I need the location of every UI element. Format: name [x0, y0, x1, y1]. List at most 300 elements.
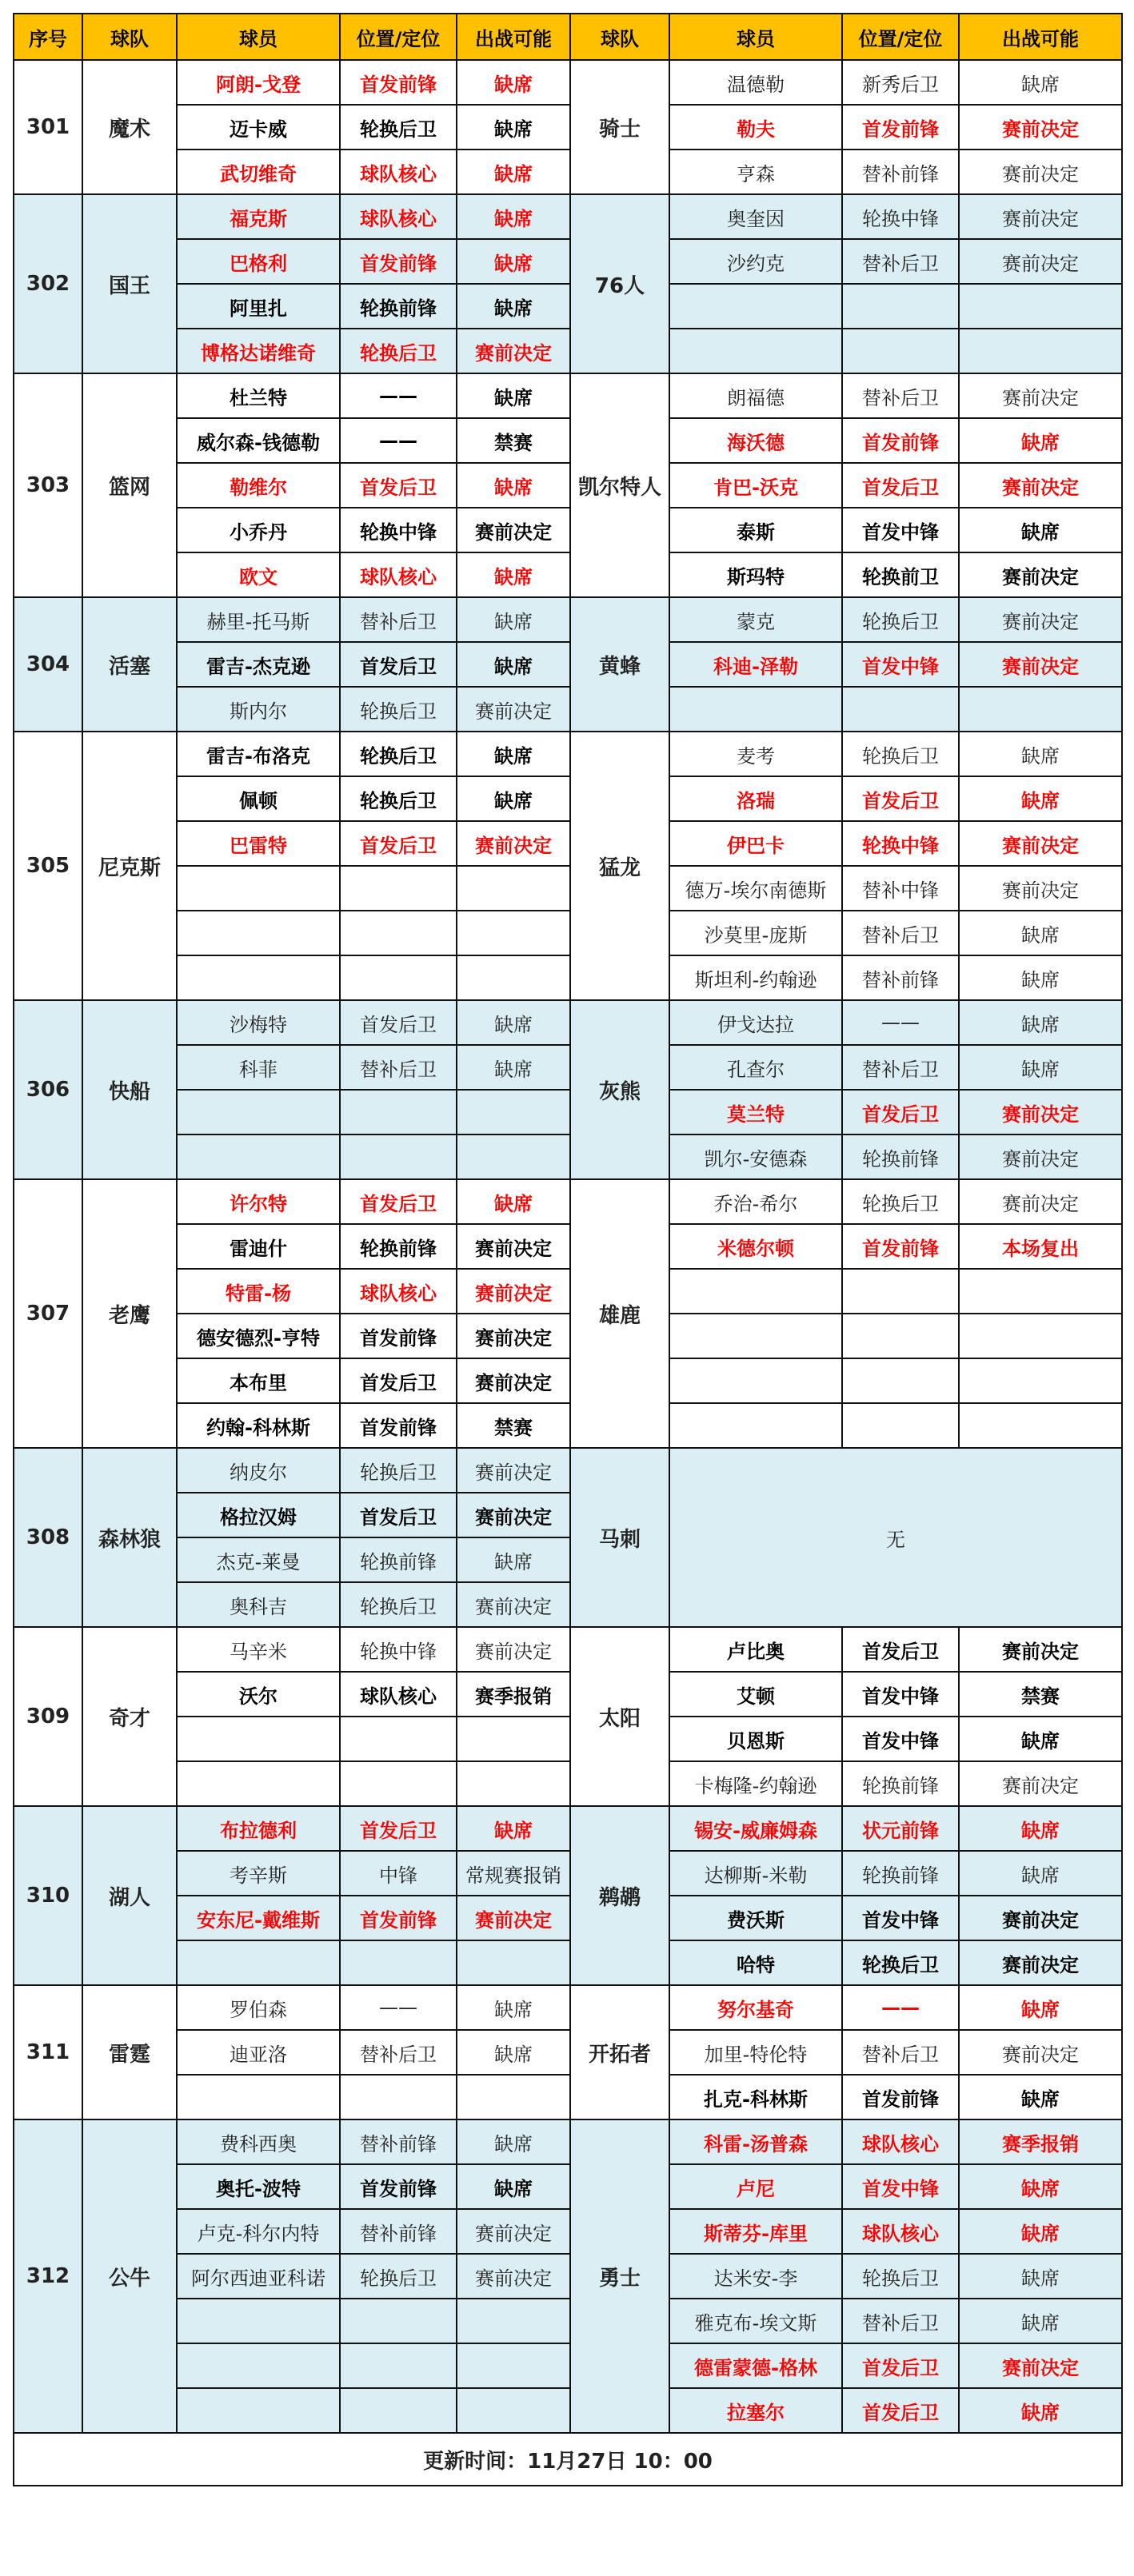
position-left: —— — [340, 1985, 457, 2030]
status-right: 赛前决定 — [959, 239, 1122, 284]
position-left: 轮换后卫 — [340, 329, 457, 373]
header-number: 序号 — [14, 14, 82, 60]
status-right: 缺席 — [959, 418, 1122, 463]
player-name-left: 费科西奥 — [177, 2119, 340, 2164]
team-name-right: 猛龙 — [570, 732, 669, 1000]
update-time: 更新时间：11月27日 10：00 — [14, 2433, 1122, 2486]
player-name-right: 奥奎因 — [669, 194, 842, 239]
player-name-left — [177, 911, 340, 955]
table-row — [14, 597, 1122, 642]
table-row — [14, 239, 1122, 284]
position-left: 球队核心 — [340, 150, 457, 194]
table-row — [14, 2119, 1122, 2164]
position-right — [842, 1358, 959, 1403]
position-left — [340, 1090, 457, 1134]
table-row — [14, 1806, 1122, 1851]
status-left: 赛前决定 — [457, 2209, 570, 2254]
position-left — [340, 911, 457, 955]
position-left: 轮换后卫 — [340, 1582, 457, 1627]
position-right: 替补后卫 — [842, 2299, 959, 2343]
table-row — [14, 1000, 1122, 1045]
team-name-left: 国王 — [82, 194, 177, 373]
team-name-right: 勇士 — [570, 2119, 669, 2433]
table-row — [14, 1851, 1122, 1896]
position-left — [340, 2388, 457, 2433]
position-right: 首发前锋 — [842, 105, 959, 150]
team-name-left: 老鹰 — [82, 1179, 177, 1448]
position-left: 首发后卫 — [340, 1806, 457, 1851]
team-name-left: 篮网 — [82, 373, 177, 597]
player-name-right — [669, 687, 842, 732]
status-right: 赛前决定 — [959, 642, 1122, 687]
player-name-right: 科雷-汤普森 — [669, 2119, 842, 2164]
player-name-left: 巴格利 — [177, 239, 340, 284]
position-left: 替补前锋 — [340, 2209, 457, 2254]
position-left: 首发后卫 — [340, 821, 457, 866]
status-left: 禁赛 — [457, 1403, 570, 1448]
team-name-right: 鹈鹕 — [570, 1806, 669, 1985]
header-team-left: 球队 — [82, 14, 177, 60]
status-left: 缺席 — [457, 239, 570, 284]
position-right: 轮换前锋 — [842, 1851, 959, 1896]
position-right: 首发中锋 — [842, 1717, 959, 1761]
player-name-left: 沃尔 — [177, 1672, 340, 1717]
header-row — [14, 14, 1122, 60]
row-number: 305 — [14, 732, 82, 1000]
position-right: 替补后卫 — [842, 373, 959, 418]
player-name-left: 约翰-科林斯 — [177, 1403, 340, 1448]
position-left: 首发后卫 — [340, 1358, 457, 1403]
status-right: 赛前决定 — [959, 866, 1122, 911]
table-row — [14, 732, 1122, 776]
player-name-left: 武切维奇 — [177, 150, 340, 194]
position-left: 替补后卫 — [340, 1045, 457, 1090]
status-right: 禁赛 — [959, 1672, 1122, 1717]
row-number: 308 — [14, 1448, 82, 1627]
player-name-left: 福克斯 — [177, 194, 340, 239]
row-number: 301 — [14, 60, 82, 194]
position-right: 替补后卫 — [842, 911, 959, 955]
player-name-left — [177, 2343, 340, 2388]
position-right: 首发后卫 — [842, 776, 959, 821]
team-name-left: 魔术 — [82, 60, 177, 194]
status-left: 赛季报销 — [457, 1672, 570, 1717]
player-name-right: 伊巴卡 — [669, 821, 842, 866]
player-name-right: 达米安-李 — [669, 2254, 842, 2299]
row-number: 302 — [14, 194, 82, 373]
status-left: 赛前决定 — [457, 1582, 570, 1627]
position-left: 轮换后卫 — [340, 2254, 457, 2299]
status-right: 缺席 — [959, 1717, 1122, 1761]
position-right: 首发后卫 — [842, 463, 959, 508]
status-left: 赛前决定 — [457, 1627, 570, 1672]
position-right: —— — [842, 1985, 959, 2030]
injury-report-sheet — [13, 13, 1123, 2486]
table-row — [14, 1134, 1122, 1179]
position-right — [842, 284, 959, 329]
position-right: 球队核心 — [842, 2119, 959, 2164]
team-name-left: 尼克斯 — [82, 732, 177, 1000]
player-name-left: 杰克-莱曼 — [177, 1537, 340, 1582]
position-left: 球队核心 — [340, 1672, 457, 1717]
player-name-left: 纳皮尔 — [177, 1448, 340, 1493]
status-right: 本场复出 — [959, 1224, 1122, 1269]
status-left: 赛前决定 — [457, 1314, 570, 1358]
table-row — [14, 955, 1122, 1000]
player-name-right: 麦考 — [669, 732, 842, 776]
status-right: 赛前决定 — [959, 552, 1122, 597]
position-left: 轮换前锋 — [340, 1224, 457, 1269]
player-name-right: 费沃斯 — [669, 1896, 842, 1940]
status-left: 赛前决定 — [457, 1896, 570, 1940]
status-left: 缺席 — [457, 776, 570, 821]
player-name-left — [177, 866, 340, 911]
table-row — [14, 1717, 1122, 1761]
player-name-right: 贝恩斯 — [669, 1717, 842, 1761]
player-name-right: 沙莫里-庞斯 — [669, 911, 842, 955]
table-row — [14, 284, 1122, 329]
position-left — [340, 1940, 457, 1985]
position-left: 替补后卫 — [340, 597, 457, 642]
player-name-right: 乔治-希尔 — [669, 1179, 842, 1224]
status-right — [959, 1314, 1122, 1358]
status-right: 缺席 — [959, 1000, 1122, 1045]
header-player-right: 球员 — [669, 14, 842, 60]
status-left: 缺席 — [457, 284, 570, 329]
position-right: 替补前锋 — [842, 955, 959, 1000]
status-left: 缺席 — [457, 194, 570, 239]
status-right: 缺席 — [959, 2164, 1122, 2209]
player-name-left — [177, 1940, 340, 1985]
status-left: 赛前决定 — [457, 508, 570, 552]
status-right: 赛季报销 — [959, 2119, 1122, 2164]
position-right: 替补前锋 — [842, 150, 959, 194]
player-name-right — [669, 284, 842, 329]
table-row — [14, 776, 1122, 821]
status-right: 缺席 — [959, 1985, 1122, 2030]
player-name-left: 欧文 — [177, 552, 340, 597]
status-right: 赛前决定 — [959, 463, 1122, 508]
player-name-right — [669, 1403, 842, 1448]
position-right: 首发后卫 — [842, 1090, 959, 1134]
position-left: 首发后卫 — [340, 1179, 457, 1224]
position-right: 首发中锋 — [842, 1672, 959, 1717]
status-left: 缺席 — [457, 2119, 570, 2164]
table-row — [14, 1358, 1122, 1403]
status-left: 赛前决定 — [457, 1358, 570, 1403]
position-right: 首发后卫 — [842, 2343, 959, 2388]
status-left: 赛前决定 — [457, 329, 570, 373]
player-name-left — [177, 2075, 340, 2119]
player-name-right: 卡梅隆-约翰逊 — [669, 1761, 842, 1806]
table-row — [14, 1448, 1122, 1493]
player-name-left: 博格达诺维奇 — [177, 329, 340, 373]
table-row — [14, 2343, 1122, 2388]
table-row — [14, 194, 1122, 239]
player-name-left: 迈卡威 — [177, 105, 340, 150]
status-right: 缺席 — [959, 732, 1122, 776]
position-left: 首发前锋 — [340, 239, 457, 284]
status-right: 赛前决定 — [959, 1179, 1122, 1224]
player-name-right: 卢比奥 — [669, 1627, 842, 1672]
status-right: 缺席 — [959, 60, 1122, 105]
team-name-right: 雄鹿 — [570, 1179, 669, 1448]
table-row — [14, 1090, 1122, 1134]
status-right: 赛前决定 — [959, 597, 1122, 642]
table-row — [14, 866, 1122, 911]
position-left: 球队核心 — [340, 1269, 457, 1314]
status-left: 缺席 — [457, 642, 570, 687]
position-right: 球队核心 — [842, 2209, 959, 2254]
position-left: 轮换中锋 — [340, 1627, 457, 1672]
player-name-right: 锡安-威廉姆森 — [669, 1806, 842, 1851]
team-name-right: 灰熊 — [570, 1000, 669, 1179]
player-name-right — [669, 1358, 842, 1403]
table-row — [14, 1896, 1122, 1940]
header-position-right: 位置/定位 — [842, 14, 959, 60]
player-name-right: 温德勒 — [669, 60, 842, 105]
player-name-left: 奥科吉 — [177, 1582, 340, 1627]
row-number: 312 — [14, 2119, 82, 2433]
status-right — [959, 1403, 1122, 1448]
table-row — [14, 1940, 1122, 1985]
table-row — [14, 1314, 1122, 1358]
status-right: 赛前决定 — [959, 1896, 1122, 1940]
status-left: 缺席 — [457, 1985, 570, 2030]
position-right: 首发前锋 — [842, 2075, 959, 2119]
player-name-left — [177, 1090, 340, 1134]
no-injury-note: 无 — [669, 1448, 1122, 1627]
status-left: 缺席 — [457, 2164, 570, 2209]
player-name-left: 阿朗-戈登 — [177, 60, 340, 105]
team-name-right: 骑士 — [570, 60, 669, 194]
status-right: 缺席 — [959, 2209, 1122, 2254]
position-right: 首发前锋 — [842, 1224, 959, 1269]
player-name-left: 许尔特 — [177, 1179, 340, 1224]
team-name-left: 森林狼 — [82, 1448, 177, 1627]
status-left: 赛前决定 — [457, 2254, 570, 2299]
row-number: 311 — [14, 1985, 82, 2119]
status-left — [457, 866, 570, 911]
team-name-right: 太阳 — [570, 1627, 669, 1806]
player-name-left: 德安德烈-亨特 — [177, 1314, 340, 1358]
position-right: 首发中锋 — [842, 508, 959, 552]
player-name-right: 拉塞尔 — [669, 2388, 842, 2433]
table-row — [14, 1269, 1122, 1314]
player-name-left: 威尔森-钱德勒 — [177, 418, 340, 463]
table-body — [14, 60, 1122, 2433]
position-right: 替补后卫 — [842, 2030, 959, 2075]
position-right: 轮换后卫 — [842, 597, 959, 642]
status-right: 缺席 — [959, 1045, 1122, 1090]
status-right: 赛前决定 — [959, 1627, 1122, 1672]
player-name-left: 阿里扎 — [177, 284, 340, 329]
status-right: 缺席 — [959, 776, 1122, 821]
status-left: 赛前决定 — [457, 1493, 570, 1537]
position-left — [340, 1761, 457, 1806]
player-name-right: 亨森 — [669, 150, 842, 194]
player-name-right: 艾顿 — [669, 1672, 842, 1717]
status-left: 赛前决定 — [457, 687, 570, 732]
player-name-right: 莫兰特 — [669, 1090, 842, 1134]
position-right: 轮换后卫 — [842, 732, 959, 776]
team-name-right: 凯尔特人 — [570, 373, 669, 597]
position-right: 轮换前锋 — [842, 1134, 959, 1179]
table-row — [14, 463, 1122, 508]
player-name-right: 沙约克 — [669, 239, 842, 284]
player-name-left: 雷迪什 — [177, 1224, 340, 1269]
player-name-left: 安东尼-戴维斯 — [177, 1896, 340, 1940]
player-name-right: 加里-特伦特 — [669, 2030, 842, 2075]
status-left: 禁赛 — [457, 418, 570, 463]
status-left: 赛前决定 — [457, 1448, 570, 1493]
row-number: 304 — [14, 597, 82, 732]
status-right: 赛前决定 — [959, 1134, 1122, 1179]
player-name-left: 杜兰特 — [177, 373, 340, 418]
position-left: 轮换后卫 — [340, 1448, 457, 1493]
status-right — [959, 284, 1122, 329]
status-left: 缺席 — [457, 463, 570, 508]
row-number: 310 — [14, 1806, 82, 1985]
row-number: 307 — [14, 1179, 82, 1448]
position-left: 轮换后卫 — [340, 776, 457, 821]
table-row — [14, 642, 1122, 687]
player-name-right: 洛瑞 — [669, 776, 842, 821]
table-row — [14, 1224, 1122, 1269]
header-status-right: 出战可能 — [959, 14, 1122, 60]
position-left: 轮换前锋 — [340, 284, 457, 329]
status-right: 缺席 — [959, 911, 1122, 955]
player-name-right: 米德尔顿 — [669, 1224, 842, 1269]
position-right — [842, 1314, 959, 1358]
player-name-left: 卢克-科尔内特 — [177, 2209, 340, 2254]
header-position-left: 位置/定位 — [340, 14, 457, 60]
player-name-right: 哈特 — [669, 1940, 842, 1985]
player-name-left — [177, 955, 340, 1000]
player-name-left: 考辛斯 — [177, 1851, 340, 1896]
status-left: 缺席 — [457, 552, 570, 597]
team-name-right: 马刺 — [570, 1448, 669, 1627]
player-name-left: 雷吉-杰克逊 — [177, 642, 340, 687]
position-right: 替补中锋 — [842, 866, 959, 911]
position-left: —— — [340, 418, 457, 463]
player-name-right: 孔查尔 — [669, 1045, 842, 1090]
table-row — [14, 150, 1122, 194]
position-left: 球队核心 — [340, 552, 457, 597]
status-left — [457, 2343, 570, 2388]
table-row — [14, 1761, 1122, 1806]
team-name-right: 开拓者 — [570, 1985, 669, 2119]
player-name-right: 蒙克 — [669, 597, 842, 642]
position-right — [842, 1269, 959, 1314]
player-name-right: 达柳斯-米勒 — [669, 1851, 842, 1896]
player-name-right — [669, 1269, 842, 1314]
table-row — [14, 1045, 1122, 1090]
position-left: 轮换后卫 — [340, 105, 457, 150]
player-name-left: 迪亚洛 — [177, 2030, 340, 2075]
header-status-left: 出战可能 — [457, 14, 570, 60]
footer-row — [14, 2433, 1122, 2486]
player-name-left: 小乔丹 — [177, 508, 340, 552]
status-right: 赛前决定 — [959, 194, 1122, 239]
position-right: 轮换后卫 — [842, 1940, 959, 1985]
team-name-right: 黄蜂 — [570, 597, 669, 732]
table-row — [14, 1403, 1122, 1448]
status-left: 赛前决定 — [457, 821, 570, 866]
table-row — [14, 687, 1122, 732]
player-name-left: 赫里-托马斯 — [177, 597, 340, 642]
status-right: 缺席 — [959, 2388, 1122, 2433]
status-right: 缺席 — [959, 2075, 1122, 2119]
status-right: 赛前决定 — [959, 1940, 1122, 1985]
player-name-right: 德雷蒙德-格林 — [669, 2343, 842, 2388]
team-name-left: 公牛 — [82, 2119, 177, 2433]
team-name-left: 奇才 — [82, 1627, 177, 1806]
status-left — [457, 1090, 570, 1134]
position-right: 状元前锋 — [842, 1806, 959, 1851]
table-row — [14, 60, 1122, 105]
status-right: 缺席 — [959, 2254, 1122, 2299]
injury-table — [13, 13, 1123, 2486]
position-right — [842, 1403, 959, 1448]
position-right: 首发中锋 — [842, 1896, 959, 1940]
position-right: 首发后卫 — [842, 1627, 959, 1672]
player-name-right: 凯尔-安德森 — [669, 1134, 842, 1179]
player-name-left — [177, 1134, 340, 1179]
position-left: 轮换中锋 — [340, 508, 457, 552]
status-right — [959, 687, 1122, 732]
status-left: 缺席 — [457, 1179, 570, 1224]
status-left: 缺席 — [457, 150, 570, 194]
status-left: 缺席 — [457, 1806, 570, 1851]
position-left: 轮换后卫 — [340, 732, 457, 776]
status-right: 缺席 — [959, 2299, 1122, 2343]
player-name-left — [177, 1717, 340, 1761]
status-left: 缺席 — [457, 1537, 570, 1582]
player-name-right: 伊戈达拉 — [669, 1000, 842, 1045]
table-row — [14, 2388, 1122, 2433]
position-left: 轮换前锋 — [340, 1537, 457, 1582]
position-left — [340, 1134, 457, 1179]
table-row — [14, 1672, 1122, 1717]
position-left: 轮换后卫 — [340, 687, 457, 732]
status-left — [457, 2388, 570, 2433]
team-name-left: 雷霆 — [82, 1985, 177, 2119]
position-left — [340, 1717, 457, 1761]
table-row — [14, 508, 1122, 552]
status-right: 缺席 — [959, 1851, 1122, 1896]
position-right: 新秀后卫 — [842, 60, 959, 105]
table-row — [14, 1985, 1122, 2030]
player-name-left: 沙梅特 — [177, 1000, 340, 1045]
player-name-left: 阿尔西迪亚科诺 — [177, 2254, 340, 2299]
row-number: 303 — [14, 373, 82, 597]
position-right: 替补后卫 — [842, 239, 959, 284]
table-row — [14, 1179, 1122, 1224]
player-name-right: 朗福德 — [669, 373, 842, 418]
status-left: 缺席 — [457, 732, 570, 776]
player-name-left: 布拉德利 — [177, 1806, 340, 1851]
status-right: 赛前决定 — [959, 105, 1122, 150]
player-name-right: 斯玛特 — [669, 552, 842, 597]
position-right: 替补后卫 — [842, 1045, 959, 1090]
position-right: 轮换前锋 — [842, 1761, 959, 1806]
status-left: 赛前决定 — [457, 1269, 570, 1314]
status-left — [457, 2075, 570, 2119]
player-name-right: 斯蒂芬-库里 — [669, 2209, 842, 2254]
position-left: 替补前锋 — [340, 2119, 457, 2164]
status-left: 缺席 — [457, 373, 570, 418]
